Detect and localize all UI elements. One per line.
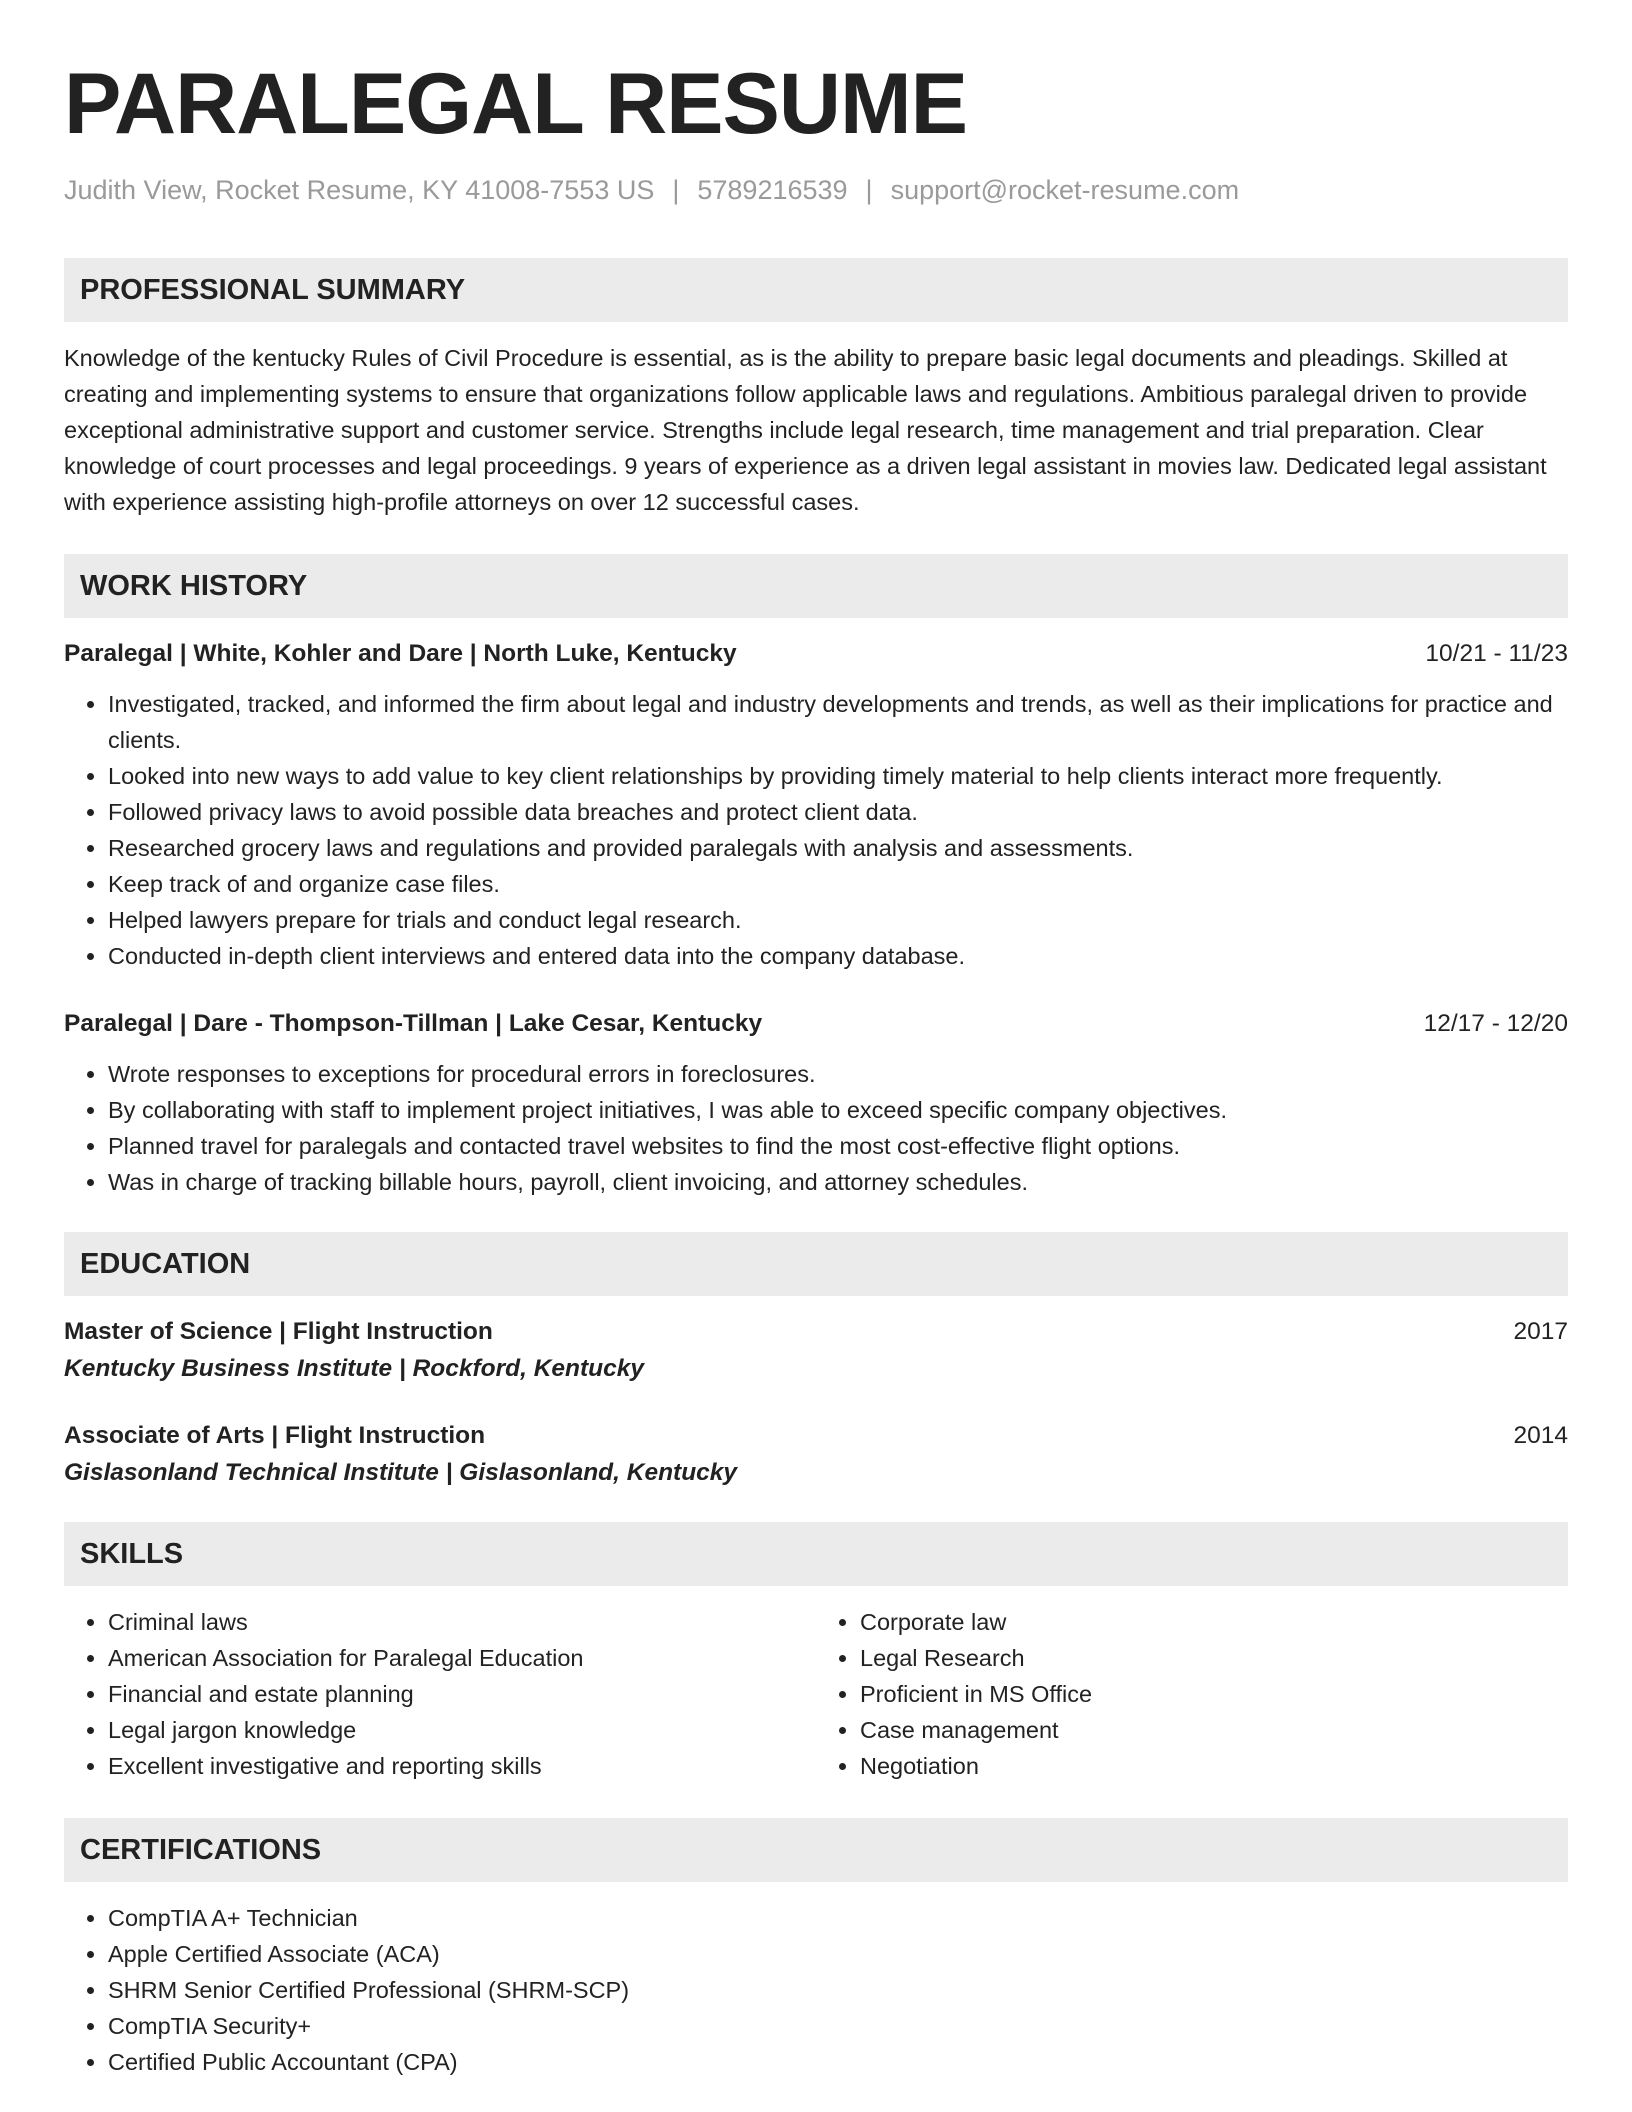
- job-header: [64, 636, 1568, 672]
- skills-columns: [64, 1604, 1568, 1784]
- section-heading-work-history: WORK HISTORY: [64, 554, 1568, 618]
- skill-item: • Excellent investigative and reporting skills: [108, 1748, 816, 1784]
- certifications-list: [64, 1900, 1568, 2080]
- contact-address: Judith View, Rocket Resume, KY 41008-7553 US: [64, 175, 655, 205]
- job-title: Paralegal | White, Kohler and Dare | North Luke, Kentucky: [64, 640, 737, 667]
- section-heading-education: EDUCATION: [64, 1232, 1568, 1296]
- skills-list-left: [64, 1604, 816, 1784]
- job-bullet: • Helped lawyers prepare for trials and conduct legal research.: [108, 902, 1568, 938]
- job-dates: 12/17 - 12/20: [1423, 1010, 1568, 1037]
- contact-separator: |: [672, 175, 680, 205]
- section-heading-skills: SKILLS: [64, 1522, 1568, 1586]
- job-bullet: • Looked into new ways to add value to key client relationships by providing timely material to help clients interact more frequently.: [108, 758, 1568, 794]
- job-bullet: • Keep track of and organize case files.: [108, 866, 1568, 902]
- contact-separator: |: [865, 175, 873, 205]
- skill-item: • Negotiation: [860, 1748, 1568, 1784]
- section-heading-certifications: CERTIFICATIONS: [64, 1818, 1568, 1882]
- education-header: [64, 1418, 1568, 1454]
- education-school: Kentucky Business Institute | Rockford, Kentucky: [64, 1355, 645, 1382]
- skill-item: • American Association for Paralegal Education: [108, 1640, 816, 1676]
- skill-item: • Case management: [860, 1712, 1568, 1748]
- job-bullet-list: [64, 686, 1568, 974]
- certification-item: • SHRM Senior Certified Professional (SHRM-SCP): [108, 1972, 1568, 2008]
- job-bullet: • Followed privacy laws to avoid possible data breaches and protect client data.: [108, 794, 1568, 830]
- certification-item: • Certified Public Accountant (CPA): [108, 2044, 1568, 2080]
- education-degree: Associate of Arts | Flight Instruction: [64, 1422, 486, 1449]
- job-header: [64, 1006, 1568, 1042]
- job-dates: 10/21 - 11/23: [1425, 640, 1568, 667]
- job-bullet-list: [64, 1056, 1568, 1200]
- job-bullet: • Wrote responses to exceptions for procedural errors in foreclosures.: [108, 1056, 1568, 1092]
- job-bullet: • Investigated, tracked, and informed the firm about legal and industry developments and trends, as well as their implications for practice and clients.: [108, 686, 1568, 758]
- skill-item: • Legal Research: [860, 1640, 1568, 1676]
- certification-item: • CompTIA Security+: [108, 2008, 1568, 2044]
- job-entry: [64, 1006, 1568, 1200]
- skill-item: • Criminal laws: [108, 1604, 816, 1640]
- skill-item: • Financial and estate planning: [108, 1676, 816, 1712]
- education-year: 2017: [1513, 1318, 1568, 1345]
- certification-item: • Apple Certified Associate (ACA): [108, 1936, 1568, 1972]
- education-degree: Master of Science | Flight Instruction: [64, 1318, 493, 1345]
- education-entry: [64, 1314, 1568, 1388]
- skills-list-right: [816, 1604, 1568, 1784]
- education-school: Gislasonland Technical Institute | Gislasonland, Kentucky: [64, 1459, 738, 1486]
- skill-item: • Legal jargon knowledge: [108, 1712, 816, 1748]
- education-year: 2014: [1513, 1422, 1568, 1449]
- skill-item: • Proficient in MS Office: [860, 1676, 1568, 1712]
- education-entry: [64, 1418, 1568, 1492]
- job-entry: [64, 636, 1568, 974]
- job-bullet: • Researched grocery laws and regulations and provided paralegals with analysis and assessments.: [108, 830, 1568, 866]
- contact-phone: 5789216539: [697, 175, 848, 205]
- job-bullet: • Was in charge of tracking billable hours, payroll, client invoicing, and attorney schedules.: [108, 1164, 1568, 1200]
- job-bullet: • Planned travel for paralegals and contacted travel websites to find the most cost-effective flight options.: [108, 1128, 1568, 1164]
- contact-line: [64, 172, 1568, 208]
- job-bullet: • By collaborating with staff to implement project initiatives, I was able to exceed specific company objectives.: [108, 1092, 1568, 1128]
- section-heading-summary: PROFESSIONAL SUMMARY: [64, 258, 1568, 322]
- education-header: [64, 1314, 1568, 1350]
- job-title: Paralegal | Dare - Thompson-Tillman | Lake Cesar, Kentucky: [64, 1010, 763, 1037]
- summary-text: Knowledge of the kentucky Rules of Civil Procedure is essential, as is the ability to prepare basic legal documents and pleadings. Skilled at creating and implementing systems to ensure that organizations follow applicable laws and regulations. Ambitious paralegal driven to provide exceptional administrative support and customer service. Strengths include legal research, time management and trial preparation. Clear knowledge of court processes and legal proceedings. 9 years of experience as a driven legal assistant in movies law. Dedicated legal assistant with experience assisting high-profile attorneys on over 12 successful cases.: [64, 345, 1547, 515]
- resume-title: PARALEGAL RESUME: [64, 56, 967, 152]
- certification-item: • CompTIA A+ Technician: [108, 1900, 1568, 1936]
- job-bullet: • Conducted in-depth client interviews and entered data into the company database.: [108, 938, 1568, 974]
- contact-email: support@rocket-resume.com: [890, 175, 1240, 205]
- skill-item: • Corporate law: [860, 1604, 1568, 1640]
